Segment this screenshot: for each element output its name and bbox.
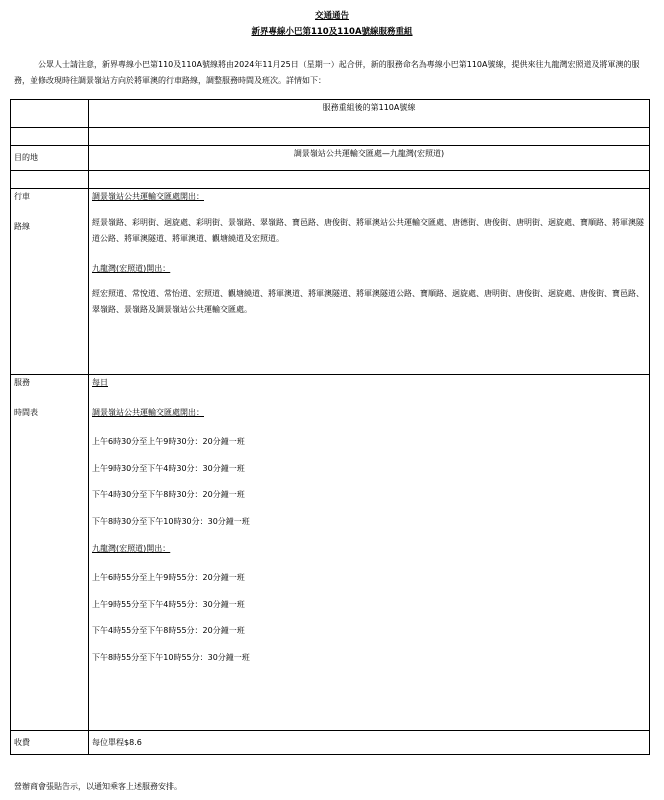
timetable-entry: 下午4時55分至下午8時55分：20分鐘一班 <box>92 626 245 636</box>
fare-value: 每位單程$8.6 <box>89 731 650 755</box>
destination-label: 目的地 <box>11 146 89 171</box>
table-spacer-row <box>11 128 650 146</box>
route-dir2-text: 經宏照道、常悅道、常怡道、宏照道、觀塘繞道、將軍澳道、將軍澳隧道、將軍澳隧道公路、寶順路、迴旋處、唐明街、唐俊街、迴旋處、唐俊街、寶邑路、翠嶺路、景嶺路及調景嶺站公共運輸交匯處。 <box>92 289 644 315</box>
fare-label: 收費 <box>11 731 89 755</box>
timetable-dir1-heading: 調景嶺站公共運輸交匯處開出： <box>92 407 204 417</box>
service-table <box>10 99 650 755</box>
route-dir1-text: 經景嶺路、彩明街、迴旋處、彩明街、景嶺路、翠嶺路、寶邑路、唐俊街、將軍澳站公共運輸交匯處、唐德街、唐俊街、唐明街、迴旋處、寶順路、將軍澳隧道公路、將軍澳隧道、將軍澳道、觀塘繞道及宏照道。 <box>92 217 644 243</box>
table-spacer-row <box>11 171 650 189</box>
timetable-entry: 下午8時55分至下午10時55分：30分鐘一班 <box>92 652 250 662</box>
route-label-line1: 行車 <box>14 192 30 201</box>
spacer-cell <box>11 171 89 189</box>
spacer-cell <box>89 128 650 146</box>
destination-row <box>11 146 650 171</box>
notice-subtitle: 新界專線小巴第110及110A號線服務重組 <box>251 27 413 37</box>
notice-title: 交通通告 <box>314 11 349 21</box>
timetable-label-line2: 時間表 <box>14 407 38 417</box>
timetable-dir2-heading: 九龍灣(宏照道)開出： <box>92 543 171 553</box>
timetable-label-line1: 服務 <box>14 378 30 387</box>
spacer-cell <box>89 171 650 189</box>
route-row <box>11 189 650 375</box>
timetable-entry: 下午4時30分至下午8時30分：20分鐘一班 <box>92 490 245 500</box>
timetable-label-cell <box>11 375 89 731</box>
timetable-entry: 上午6時30分至上午9時30分：20分鐘一班 <box>92 437 245 447</box>
destination-value: 調景嶺站公共運輸交匯處—九龍灣(宏照道) <box>89 146 650 171</box>
table-header-row <box>11 100 650 128</box>
notice-footer: 營辦商會張貼告示，以通知乘客上述服務安排。 <box>14 782 182 791</box>
timetable-row <box>11 375 650 731</box>
timetable-day: 每日 <box>92 378 108 387</box>
route-label-line2: 路線 <box>14 221 30 231</box>
timetable-entry: 上午9時30分至下午4時30分：30分鐘一班 <box>92 463 245 473</box>
header-blank-cell <box>11 100 89 128</box>
spacer-cell <box>11 128 89 146</box>
timetable-entry: 下午8時30分至下午10時30分：30分鐘一班 <box>92 516 250 526</box>
timetable-content-cell <box>89 375 650 731</box>
timetable-entry: 上午6時55分至上午9時55分：20分鐘一班 <box>92 573 245 583</box>
route-content-cell <box>89 189 650 375</box>
timetable-entry: 上午9時55分至下午4時55分：30分鐘一班 <box>92 599 245 609</box>
table-header: 服務重組後的第110A號線 <box>89 100 650 128</box>
notice-intro: 公眾人士請注意，新界專線小巴第110及110A號線將由2024年11月25日（星期一）起合併，新的服務命名為專線小巴第110A號線，提供來往九龍灣宏照道及將軍澳的服務，並修改現時往調景嶺站方向於將軍澳的行車路線，調整服務時間及班次。詳情如下： <box>14 60 640 85</box>
route-label-cell <box>11 189 89 375</box>
route-dir2-heading: 九龍灣(宏照道)開出： <box>92 263 171 273</box>
fare-row <box>11 731 650 755</box>
route-dir1-heading: 調景嶺站公共運輸交匯處開出： <box>92 192 204 201</box>
